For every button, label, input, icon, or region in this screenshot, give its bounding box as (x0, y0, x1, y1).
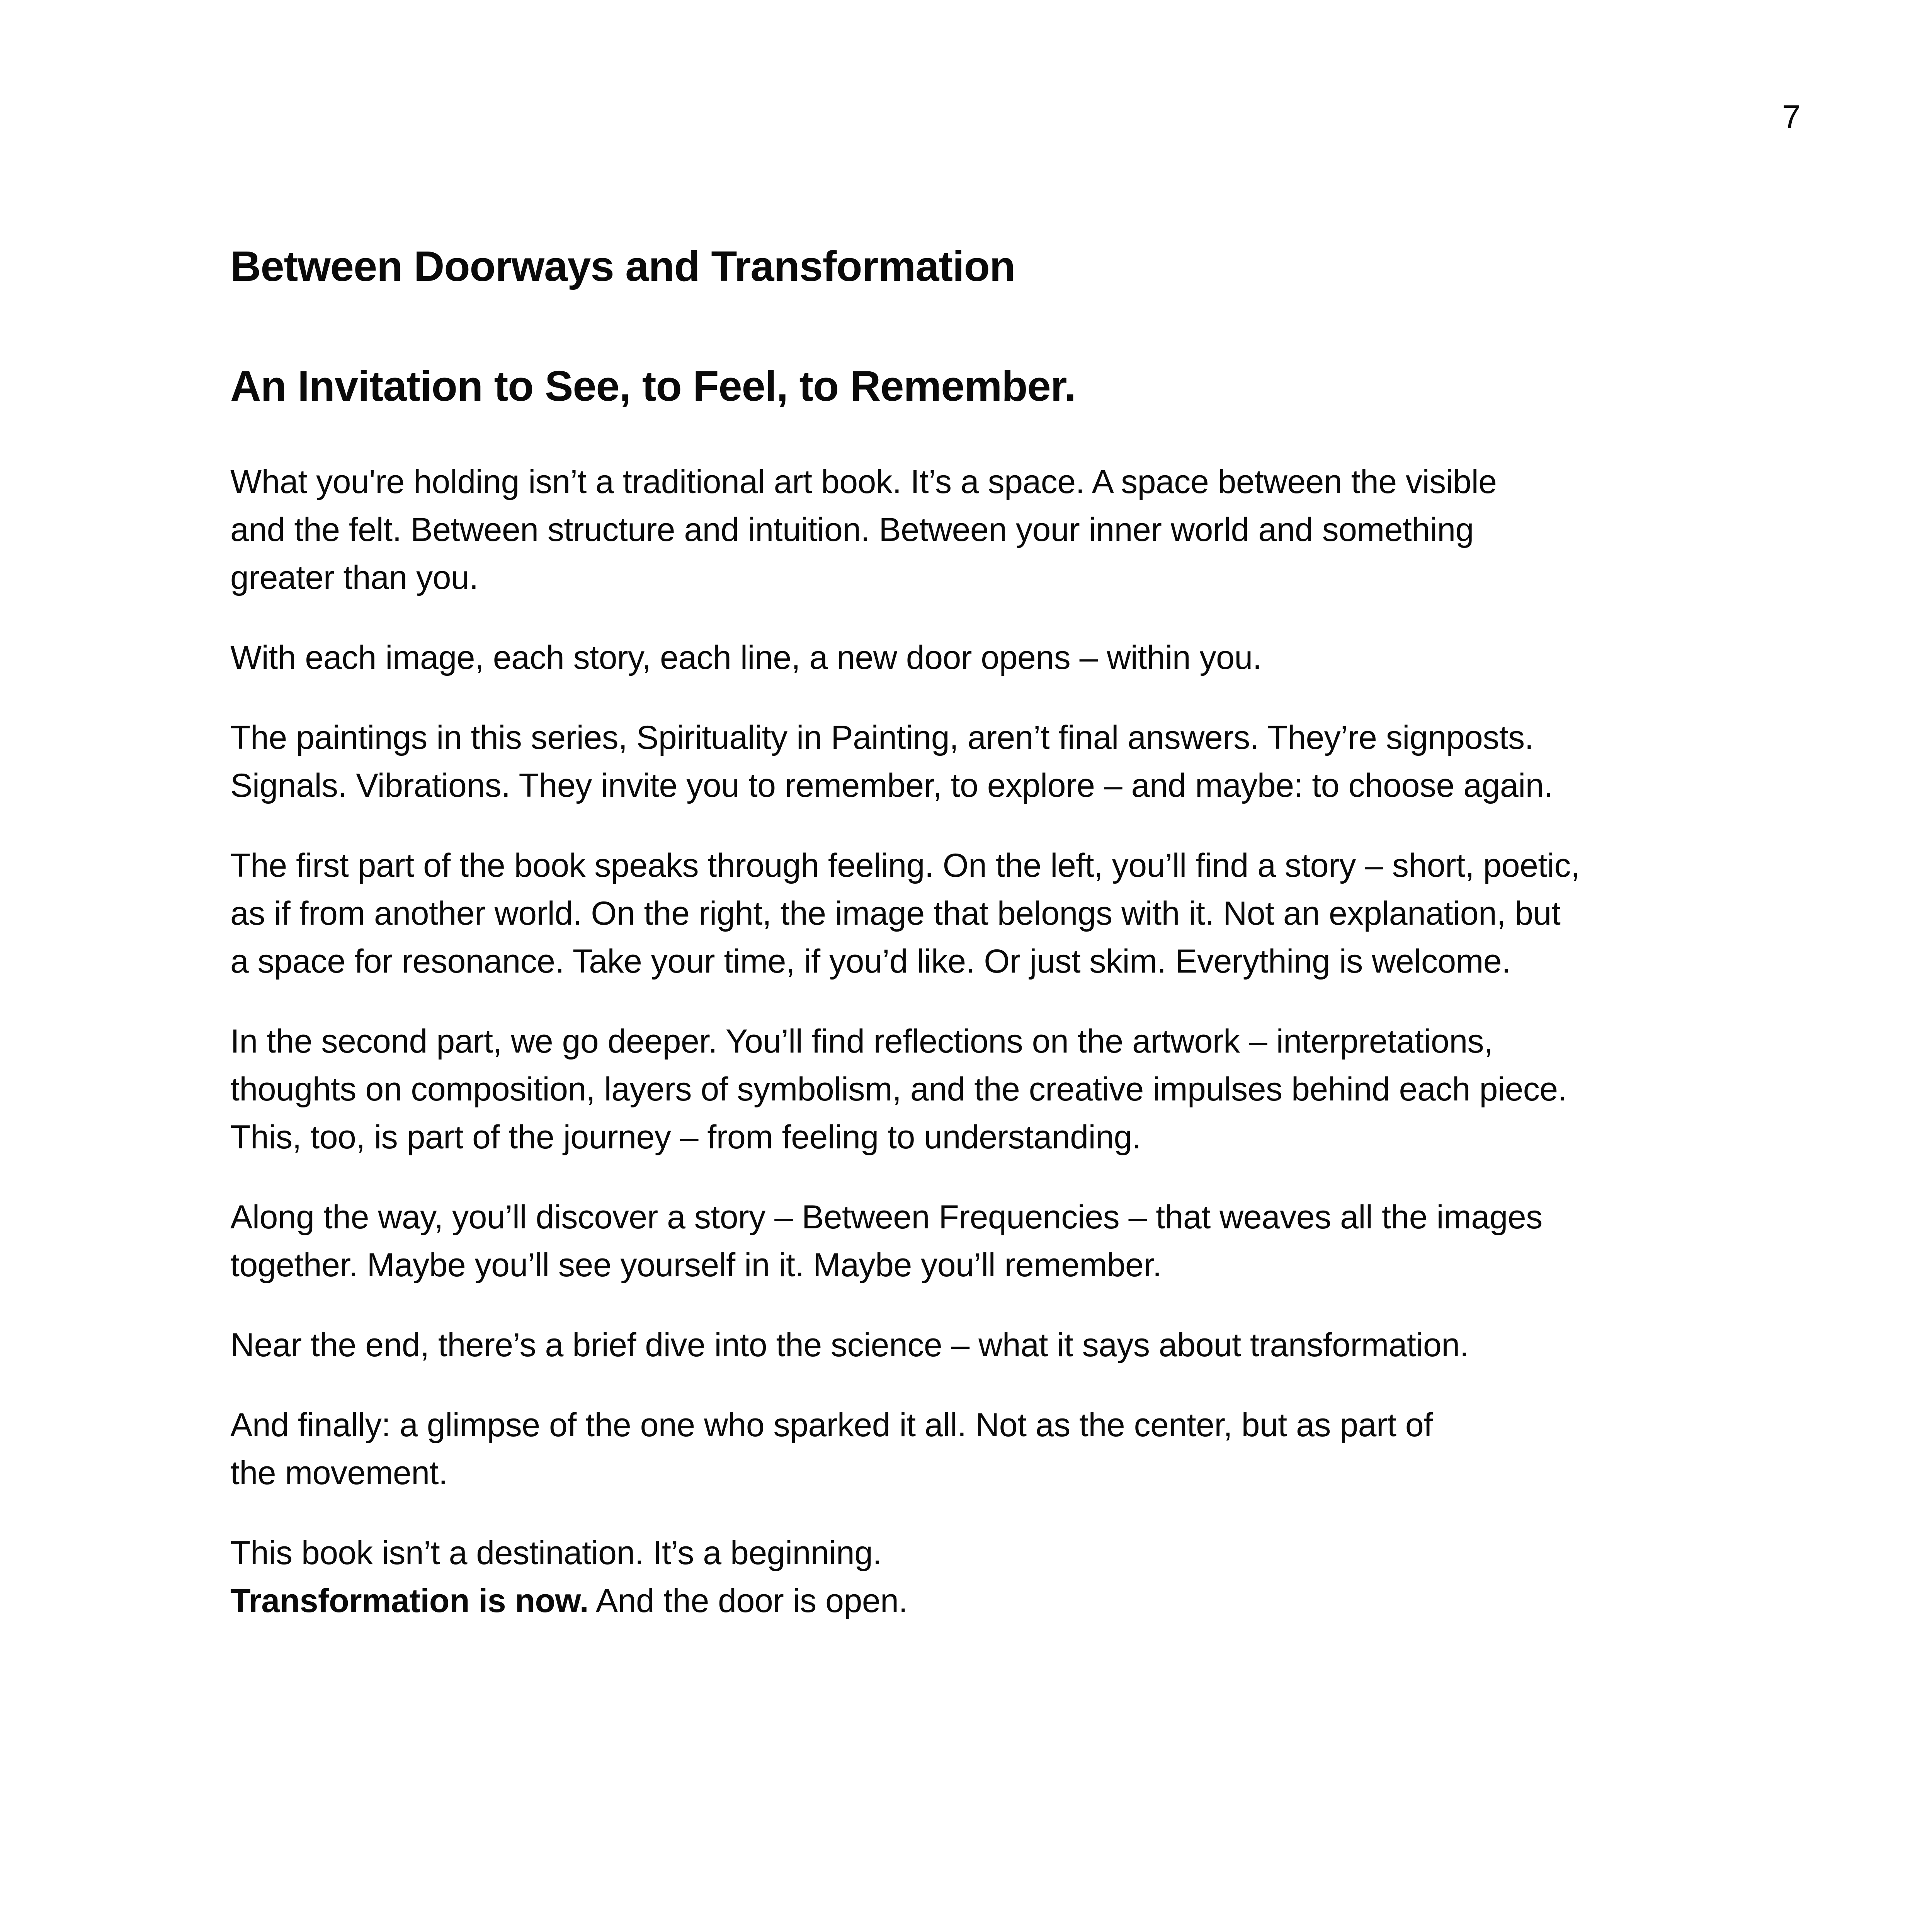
paragraph (230, 1321, 1776, 1369)
paragraph (230, 458, 1776, 602)
paragraph (230, 1017, 1776, 1161)
text-line: This, too, is part of the journey – from feeling to understanding. (230, 1119, 1141, 1156)
text-line: What you're holding isn’t a traditional art book. It’s a space. A space between the visible (230, 463, 1497, 500)
text-line: the movement. (230, 1454, 448, 1492)
closing-line: This book isn’t a destination. It’s a beginning. (230, 1534, 882, 1571)
paragraph (230, 1193, 1776, 1289)
text-line: and the felt. Between structure and intuition. Between your inner world and something (230, 511, 1474, 548)
page-content (230, 236, 1776, 1657)
text-line: Along the way, you’ll discover a story – Between Frequencies – that weaves all the images (230, 1199, 1543, 1236)
text-line: In the second part, we go deeper. You’ll find reflections on the artwork – interpretations, (230, 1023, 1493, 1060)
page-number: 7 (1782, 99, 1801, 136)
text-line: as if from another world. On the right, the image that belongs with it. Not an explanation, but (230, 895, 1561, 932)
text-line: Signals. Vibrations. They invite you to remember, to explore – and maybe: to choose again. (230, 767, 1553, 804)
text-line: a space for resonance. Take your time, if you’d like. Or just skim. Everything is welcome. (230, 943, 1511, 980)
paragraph (230, 1401, 1776, 1497)
text-line: greater than you. (230, 559, 478, 596)
text-line: With each image, each story, each line, a new door opens – within you. (230, 639, 1262, 676)
text-line: Near the end, there’s a brief dive into the science – what it says about transformation. (230, 1327, 1469, 1364)
page-subtitle: An Invitation to See, to Feel, to Remember. (230, 362, 1076, 410)
page-title: Between Doorways and Transformation (230, 243, 1015, 290)
paragraph (230, 714, 1776, 810)
closing-rest: And the door is open. (588, 1582, 908, 1619)
paragraph (230, 842, 1776, 985)
bold-statement: Transformation is now. (230, 1582, 589, 1619)
text-line: And finally: a glimpse of the one who sparked it all. Not as the center, but as part of (230, 1406, 1433, 1444)
closing-emphasis-line (230, 1577, 1776, 1625)
text-line: The first part of the book speaks through feeling. On the left, you’ll find a story – short, poetic, (230, 847, 1580, 884)
text-line: together. Maybe you’ll see yourself in it. Maybe you’ll remember. (230, 1247, 1162, 1284)
text-line: thoughts on composition, layers of symbolism, and the creative impulses behind each piece. (230, 1071, 1567, 1108)
text-line: The paintings in this series, Spirituality in Painting, aren’t final answers. They’re signposts. (230, 719, 1534, 756)
paragraph (230, 634, 1776, 682)
closing-paragraph (230, 1529, 1776, 1625)
